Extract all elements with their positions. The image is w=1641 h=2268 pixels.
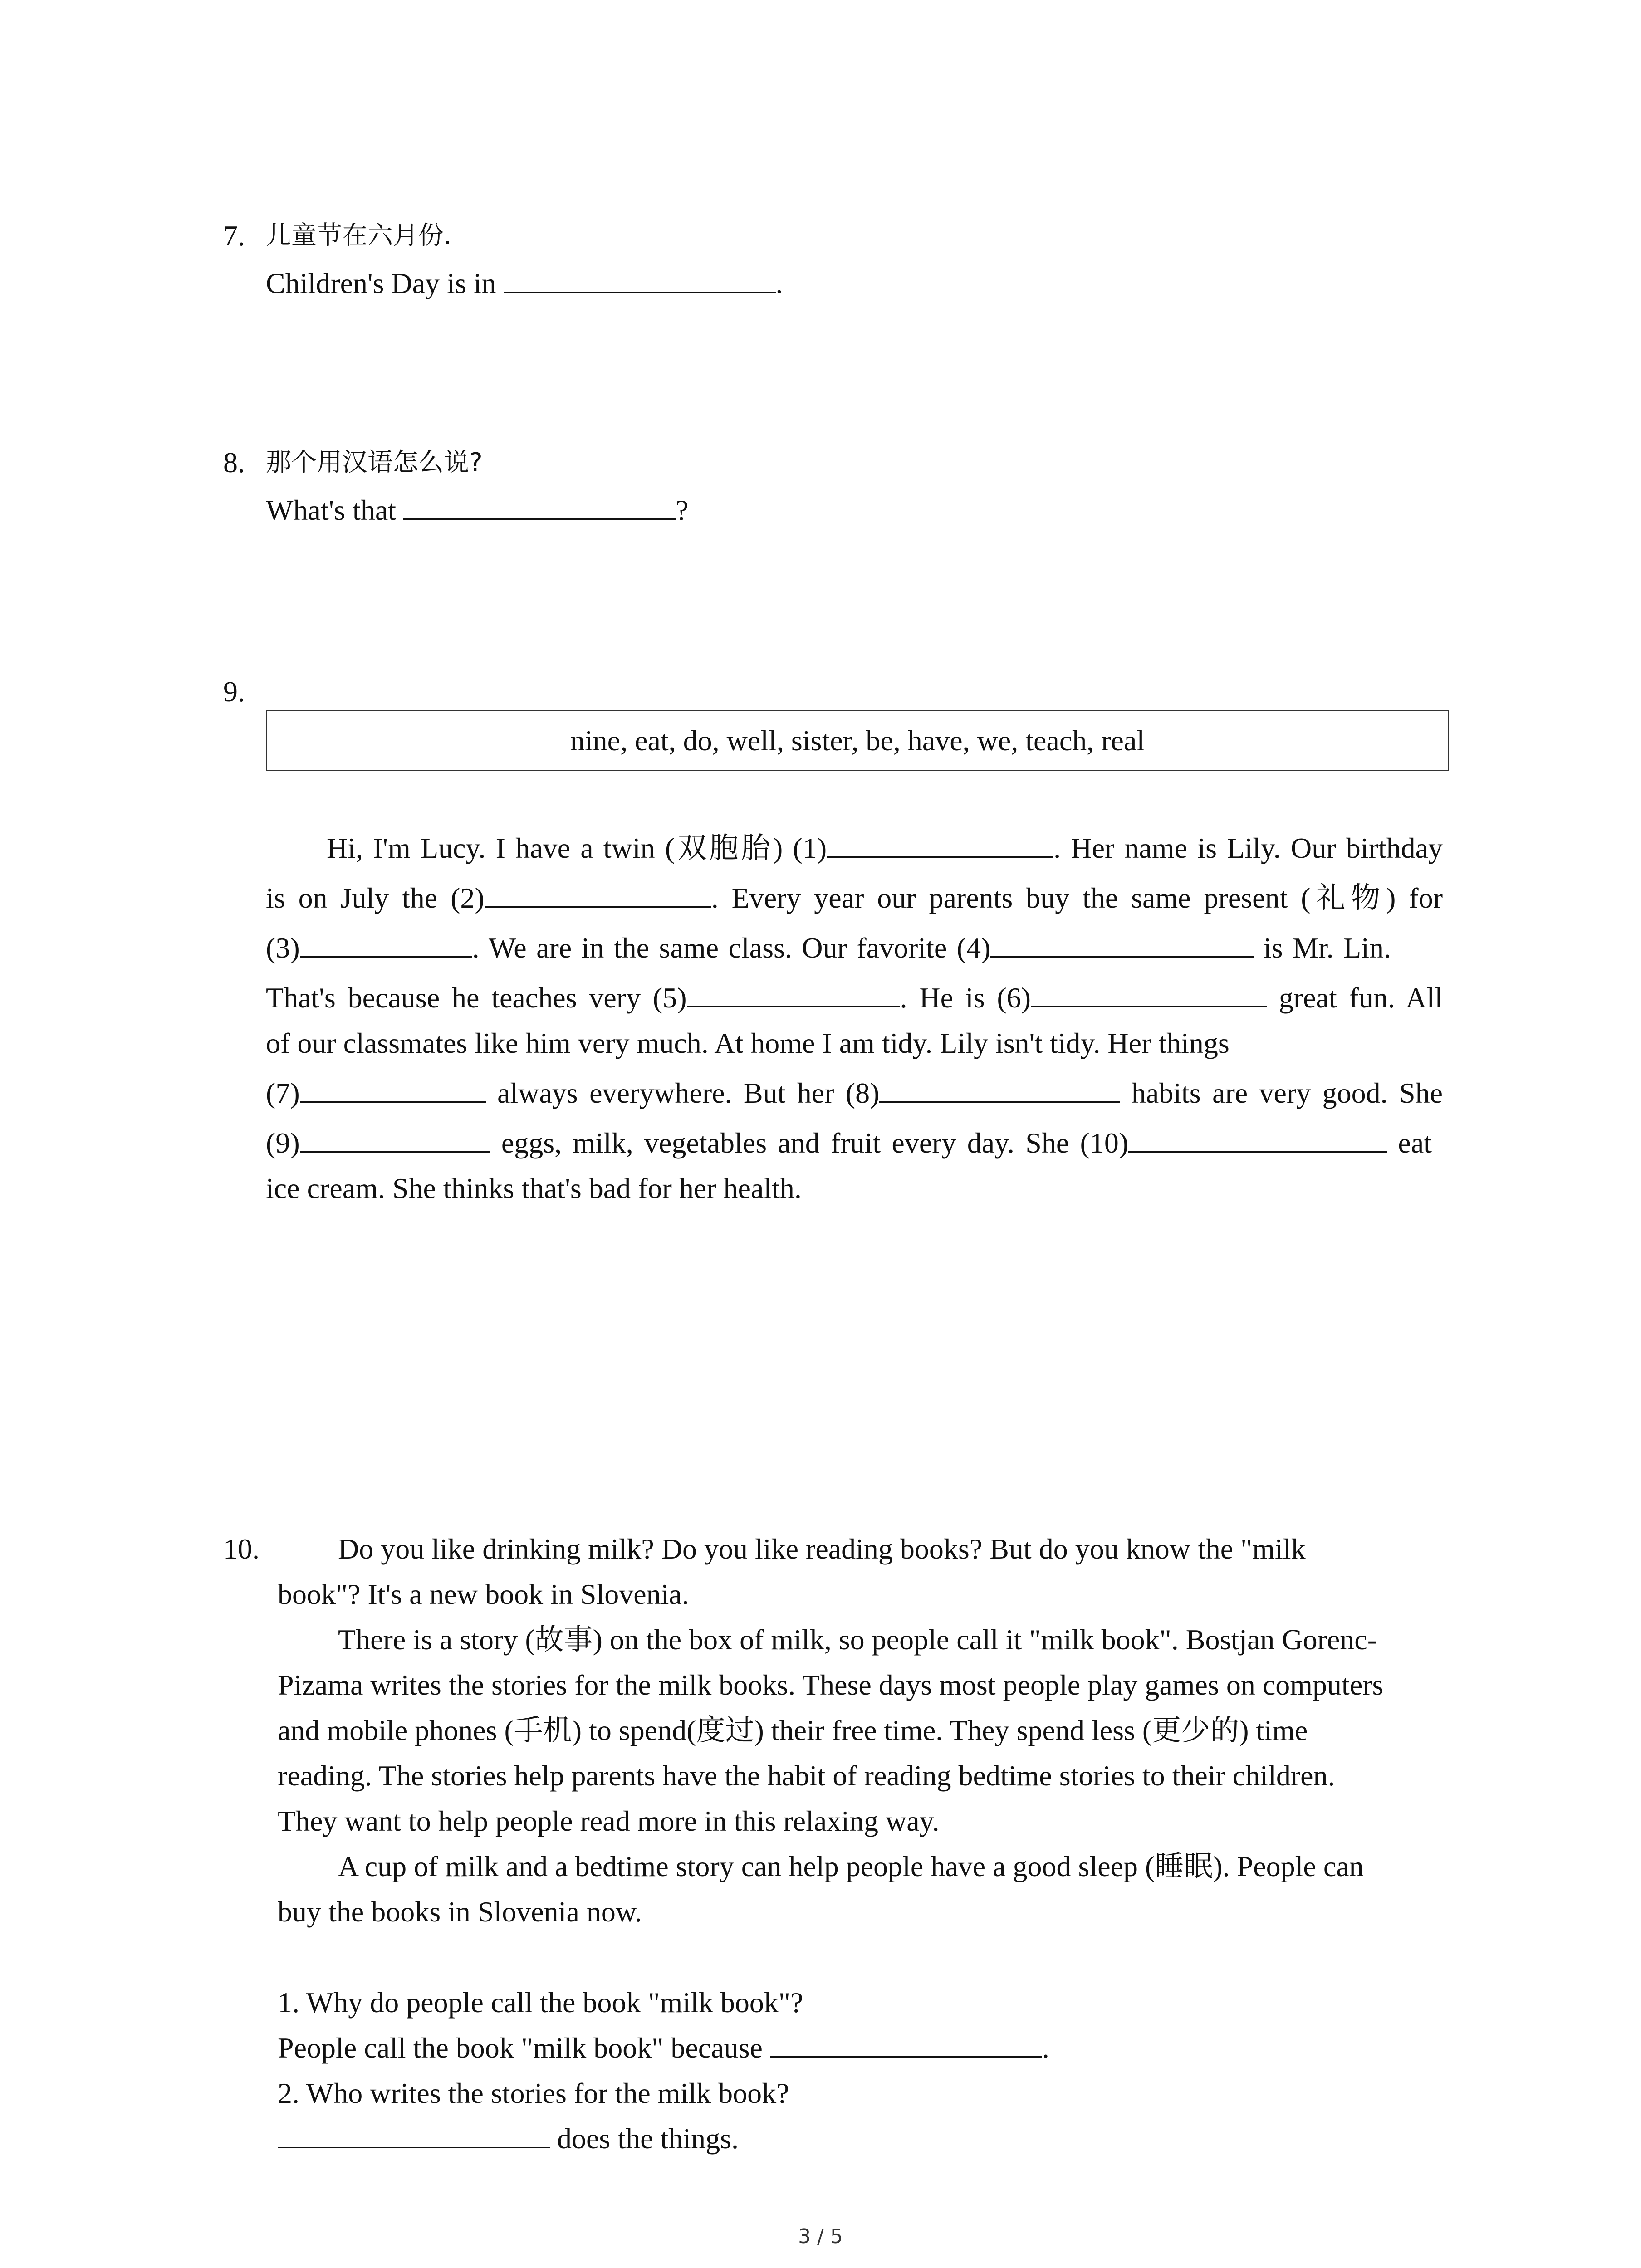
q9-line-3	[266, 925, 1391, 971]
q9-blank-10[interactable]	[1128, 1124, 1387, 1153]
q10-line-7: They want to help people read more in this relaxing way.	[278, 1805, 940, 1837]
q8-chinese-prompt: 那个用汉语怎么说?	[266, 448, 483, 477]
q9-text: . Every year our parents buy the same present (礼物) for	[711, 882, 1443, 914]
q9-text: eggs, milk, vegetables and fruit every day. She (10)	[490, 1127, 1129, 1159]
q8-text: What's that	[266, 494, 396, 526]
q9-text: (7)	[266, 1077, 300, 1109]
q10-line-5: and mobile phones (手机) to spend(度过) their free time. They spend less (更少的) time	[278, 1714, 1308, 1746]
word-bank-box	[266, 710, 1449, 771]
q9-text: Hi, I'm Lucy. I have a twin (双胞胎) (1)	[327, 832, 827, 864]
q8-sentence	[266, 488, 688, 533]
page-number: 3 / 5	[798, 2225, 843, 2248]
q9-blank-3[interactable]	[300, 929, 472, 958]
q10-question-1: 1. Why do people call the book "milk book"?	[278, 1986, 803, 2019]
q10-question-2: 2. Who writes the stories for the milk book?	[278, 2077, 789, 2109]
q10-line-9: buy the books in Slovenia now.	[278, 1896, 642, 1928]
q9-line-8	[266, 1166, 1445, 1211]
q9-blank-5[interactable]	[687, 978, 900, 1007]
q9-text: great fun. All	[1267, 982, 1443, 1014]
q9-text: habits are very good. She	[1120, 1077, 1443, 1109]
q10-line-8: A cup of milk and a bedtime story can help people have a good sleep (睡眠). People can	[338, 1850, 1364, 1882]
q7-chinese-prompt: 儿童节在六月份.	[266, 221, 452, 250]
q7-answer-blank[interactable]	[504, 264, 776, 293]
q9-text: is on July the (2)	[266, 882, 485, 914]
q9-line-7	[266, 1120, 1432, 1166]
q10-answer-1-text: People call the book "milk book" because	[278, 2032, 763, 2064]
q10-answer-1-blank[interactable]	[770, 2028, 1042, 2058]
q9-line-2	[266, 875, 1443, 921]
q9-text: . Her name is Lily. Our birthday	[1053, 832, 1443, 864]
q9-text: eat	[1387, 1127, 1432, 1159]
q10-answer-1-line	[278, 2025, 1457, 2071]
q9-text: . We are in the same class. Our favorite (4)	[472, 932, 991, 964]
q9-line-5	[266, 1021, 1445, 1066]
q7-sentence	[266, 261, 783, 306]
q10-line-2: book"? It's a new book in Slovenia.	[278, 1578, 689, 1610]
q7-number: 7.	[223, 220, 245, 252]
q9-blank-9[interactable]	[300, 1124, 490, 1153]
q9-text: always everywhere. But her (8)	[485, 1077, 880, 1109]
q10-answer-2-text: does the things.	[550, 2122, 739, 2155]
q10-line-6: reading. The stories help parents have the habit of reading bedtime stories to their children.	[278, 1760, 1335, 1792]
q10-line-1: Do you like drinking milk? Do you like reading books? But do you know the "milk	[338, 1533, 1306, 1565]
q9-line-6	[266, 1070, 1443, 1116]
q9-number: 9.	[223, 675, 245, 708]
q9-text: ice cream. She thinks that's bad for her health.	[266, 1172, 802, 1204]
q8-answer-blank[interactable]	[403, 491, 676, 520]
q9-text: (3)	[266, 932, 300, 964]
word-bank-text: nine, eat, do, well, sister, be, have, we, teach, real	[570, 724, 1145, 757]
q9-blank-2[interactable]	[485, 879, 711, 908]
q9-text: (9)	[266, 1127, 300, 1159]
q10-answer-2-blank[interactable]	[278, 2119, 550, 2148]
q7-text: Children's Day is in	[266, 267, 496, 299]
q10-line-4: Pizama writes the stories for the milk books. These days most people play games on computers	[278, 1669, 1384, 1701]
q10-number: 10.	[223, 1533, 260, 1565]
q8-number: 8.	[223, 446, 245, 479]
q10-answer-1-end: .	[1042, 2032, 1049, 2064]
q9-text: is Mr. Lin.	[1254, 932, 1391, 964]
q9-line-1	[327, 826, 1443, 871]
q9-blank-7[interactable]	[300, 1074, 486, 1103]
q10-line-3: There is a story (故事) on the box of milk, so people call it "milk book". Bostjan Gorenc-	[338, 1623, 1377, 1656]
q9-blank-4[interactable]	[990, 929, 1254, 958]
q9-blank-1[interactable]	[827, 829, 1053, 858]
q8-end: ?	[676, 494, 689, 526]
q9-text: . He is (6)	[900, 982, 1031, 1014]
q7-end: .	[775, 267, 783, 299]
q9-blank-8[interactable]	[879, 1074, 1120, 1103]
q9-text: That's because he teaches very (5)	[266, 982, 687, 1014]
q9-text: of our classmates like him very much. At home I am tidy. Lily isn't tidy. Her things	[266, 1027, 1230, 1059]
q9-line-4	[266, 975, 1443, 1021]
q9-blank-6[interactable]	[1031, 978, 1267, 1007]
q10-answer-2-line	[278, 2116, 1457, 2161]
